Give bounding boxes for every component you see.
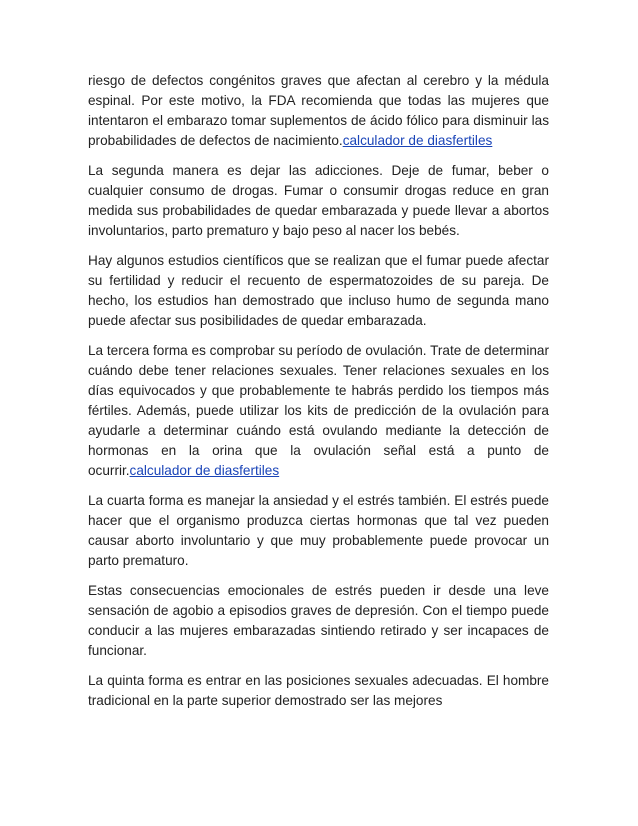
paragraph-text: La tercera forma es comprobar su período de ovulación. Trate de determinar cuándo debe tener relaciones sexuales. Tener relaciones sexuales en los días equivocados y que probablemente te habrás perdido los tiempos más fértiles. Además, puede utilizar los kits de predicción de la ovulación para ayudarle a determinar cuándo está ovulando mediante la detección de hormonas en la orina que la ovulación señal está a punto de ocurrir. bbox=[88, 343, 549, 478]
paragraph-stress bbox=[88, 491, 549, 571]
paragraph-text: Hay algunos estudios científicos que se realizan que el fumar puede afectar su fertilidad y reducir el recuento de espermatozoides de su pareja. De hecho, los estudios han demostrado que incluso humo de segunda mano puede afectar sus posibilidades de quedar embarazada. bbox=[88, 253, 549, 328]
paragraph-emotional-consequences bbox=[88, 581, 549, 661]
paragraph-addictions bbox=[88, 161, 549, 241]
paragraph-text: La quinta forma es entrar en las posiciones sexuales adecuadas. El hombre tradicional en la parte superior demostrado ser las mejores bbox=[88, 673, 549, 708]
paragraph-ovulation bbox=[88, 341, 549, 481]
paragraph-folic-acid bbox=[88, 71, 549, 151]
calculator-link[interactable]: calculador de diasfertiles bbox=[342, 133, 493, 148]
paragraph-positions bbox=[88, 671, 549, 711]
paragraph-text: Estas consecuencias emocionales de estrés pueden ir desde una leve sensación de agobio a episodios graves de depresión. Con el tiempo puede conducir a las mujeres embarazadas sintiendo retirado y ser incapaces de funcionar. bbox=[88, 583, 549, 658]
paragraph-smoking-studies bbox=[88, 251, 549, 331]
document-body bbox=[88, 71, 549, 721]
paragraph-text: La segunda manera es dejar las adicciones. Deje de fumar, beber o cualquier consumo de drogas. Fumar o consumir drogas reduce en gran medida sus probabilidades de quedar embarazada y puede llevar a abortos involuntarios, parto prematuro y bajo peso al nacer los bebés. bbox=[88, 163, 549, 238]
paragraph-text: La cuarta forma es manejar la ansiedad y el estrés también. El estrés puede hacer que el organismo produzca ciertas hormonas que tal vez pueden causar aborto involuntario y que muy probablemente puede provocar un parto prematuro. bbox=[88, 493, 549, 568]
paragraph-text: riesgo de defectos congénitos graves que afectan al cerebro y la médula espinal. Por este motivo, la FDA recomienda que todas las mujeres que intentaron el embarazo tomar suplementos de ácido fólico para disminuir las probabilidades de defectos de nacimiento. bbox=[88, 73, 549, 148]
calculator-link[interactable]: calculador de diasfertiles bbox=[129, 463, 280, 478]
